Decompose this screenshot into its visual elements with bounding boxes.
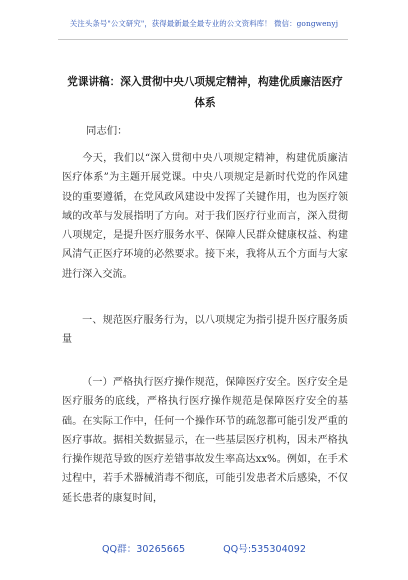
header-divider [58, 39, 348, 40]
footer-contact [0, 541, 408, 555]
section-heading [62, 311, 348, 350]
intro-paragraph-text: 今天，我们以“深入贯彻中央八项规定精神，构建优质廉洁医疗体系”为主题开展党课。中央八项规定是新时代党的作风建设的重要遵循，在党风政风建设中发挥了关键作用，也为医疗领域的改革与发展指明了方向。对于我们医疗行业而言，深入贯彻八项规定，是提升医疗服务水平、保障人民群众健康权益、构建风清气正医疗环境的必然要求。接下来，我将从五个方面与大家进行深入交流。 [62, 153, 348, 280]
document-title: 党课讲稿：深入贯彻中央八项规定精神，构建优质廉洁医疗体系 [67, 76, 343, 109]
qq-number: QQ号:535304092 [223, 544, 306, 555]
qq-group-number: QQ群：30265665 [102, 544, 186, 555]
greeting: 同志们： [86, 125, 128, 137]
subsection-paragraph-text: （一）严格执行医疗操作规范，保障医疗安全。医疗安全是医疗服务的底线，严格执行医疗操作规范是保障医疗安全的基础。在实际工作中，任何一个操作环节的疏忽都可能引发严重的医疗事故。据相关数据显示，在一些基层医疗机构，因未严格执行操作规范导致的医疗差错事故发生率高达xx%。例如，在手术过程中，若手术器械消毒不彻底，可能引发患者术后感染，不仅延长患者的康复时间， [62, 377, 348, 504]
intro-paragraph [62, 149, 348, 284]
header-banner: 关注头条号"公文研究"，获得最新最全最专业的公文资料库！ 微信：gongwenyj [69, 19, 339, 28]
section-heading-text: 一、规范医疗服务行为，以八项规定为指引提升医疗服务质量 [62, 315, 348, 346]
subsection-paragraph [62, 373, 348, 508]
